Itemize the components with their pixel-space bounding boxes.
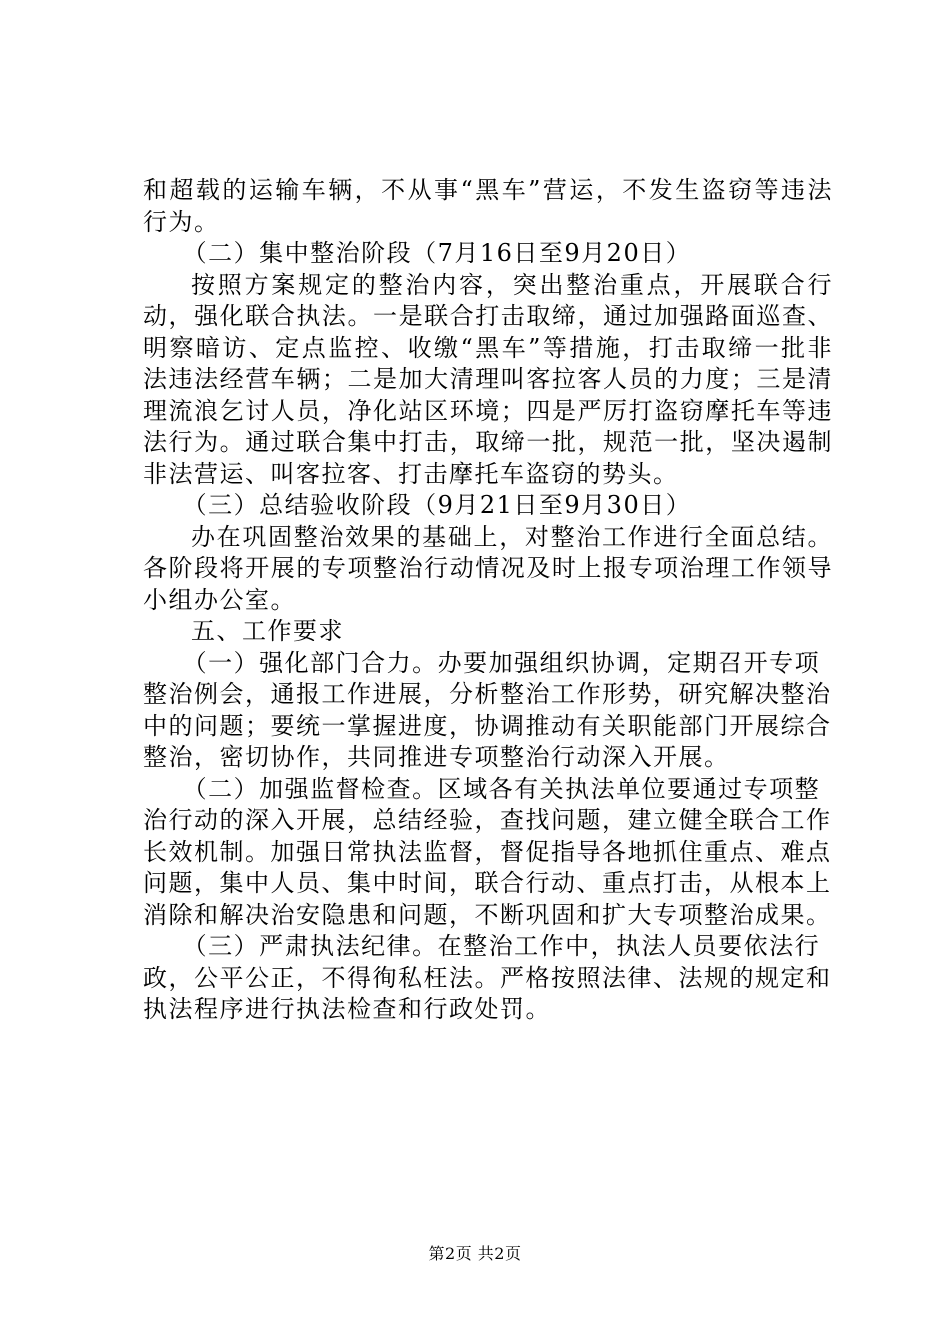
stage-heading-two: （二）集中整治阶段（7月16日至9月20日） bbox=[182, 239, 692, 267]
paragraph-continuation: 和超载的运输车辆，不从事“黑车”营运，不发生盗窃等违法行为。 bbox=[143, 176, 833, 236]
page-total: 共2页 bbox=[477, 1244, 522, 1263]
requirement-one: （一）强化部门合力。办要加强组织协调，定期召开专项整治例会，通报工作进展，分析整治工作形势，研究解决整治中的问题；要统一掌握进度，协调推动有关职能部门开展综合整治，密切协作，共同推进专项整治行动深入开展。 bbox=[143, 648, 832, 771]
paragraph-stage-two: 按照方案规定的整治内容，突出整治重点，开展联合行动，强化联合执法。一是联合打击取缔，通过加强路面巡查、明察暗访、定点监控、收缴“黑车”等措施，打击取缔一批非法违法经营车辆；二是加大清理叫客拉客人员的力度；三是清理流浪乞讨人员，净化站区环境；四是严厉打盗窃摩托车等违法行为。通过联合集中打击，取缔一批，规范一批，坚决遏制非法营运、叫客拉客、打击摩托车盗窃的势头。 bbox=[143, 270, 833, 488]
document-body bbox=[143, 175, 833, 1026]
section-heading-requirements: 五、工作要求 bbox=[191, 617, 344, 645]
requirement-three: （三）严肃执法纪律。在整治工作中，执法人员要依法行政，公平公正，不得徇私枉法。严格按照法律、法规的规定和执法程序进行执法检查和行政处罚。 bbox=[143, 932, 832, 1023]
paragraph-stage-three: 办在巩固整治效果的基础上，对整治工作进行全面总结。各阶段将开展的专项整治行动情况及时上报专项治理工作领导小组办公室。 bbox=[143, 522, 833, 614]
page-number: 第2页 bbox=[428, 1244, 473, 1263]
stage-heading-three: （三）总结验收阶段（9月21日至9月30日） bbox=[182, 491, 692, 519]
page-footer bbox=[0, 1244, 950, 1264]
requirement-two: （二）加强监督检查。区域各有关执法单位要通过专项整治行动的深入开展，总结经验，查找问题，建立健全联合工作长效机制。加强日常执法监督，督促指导各地抓住重点、难点问题，集中人员、集中时间，联合行动、重点打击，从根本上消除和解决治安隐患和问题，不断巩固和扩大专项整治成果。 bbox=[143, 774, 832, 929]
